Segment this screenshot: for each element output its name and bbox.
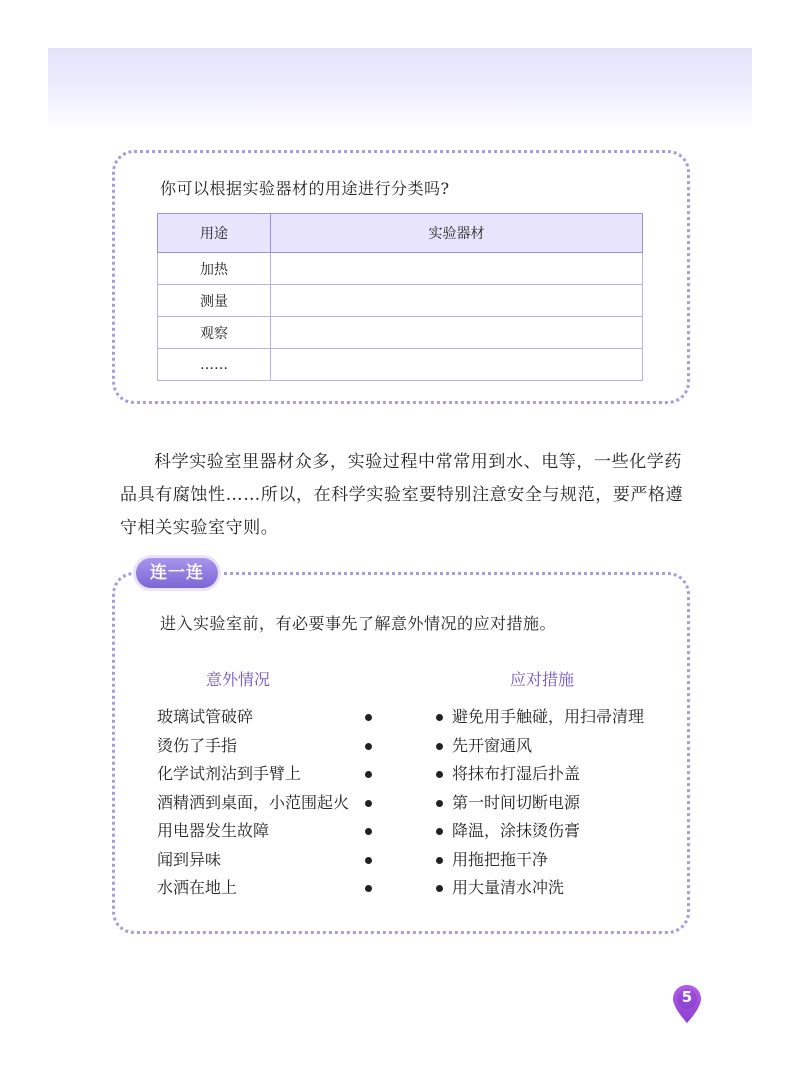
list-item: 先开窗通风: [452, 735, 533, 755]
table-row: [158, 317, 643, 349]
connector-dot[interactable]: [365, 857, 372, 864]
table-row: [158, 285, 643, 317]
matching-intro: 进入实验室前，有必要事先了解意外情况的应对措施。: [160, 614, 557, 633]
classification-question: 你可以根据实验器材的用途进行分类吗?: [160, 179, 450, 198]
table-header-row: [158, 214, 643, 253]
connector-dot[interactable]: [365, 800, 372, 807]
header-band: [48, 48, 752, 130]
page-number: 5: [681, 988, 693, 1006]
page-number-badge: [672, 984, 702, 1024]
connector-dot[interactable]: [436, 800, 443, 807]
list-item: 水洒在地上: [157, 878, 238, 897]
usage-cell: 测量: [158, 285, 271, 317]
response-list: [452, 704, 644, 904]
connector-dot[interactable]: [365, 771, 372, 778]
left-dot-column: [363, 704, 373, 914]
header-usage: 用途: [158, 214, 271, 253]
connector-dot[interactable]: [365, 828, 372, 835]
list-item: 用拖把拖干净: [452, 849, 549, 869]
connector-dot[interactable]: [436, 771, 443, 778]
list-item: 避免用手触碰，用扫帚清理: [452, 707, 645, 726]
right-column-header: 应对措施: [510, 670, 575, 689]
connector-dot[interactable]: [436, 857, 443, 864]
usage-cell: 观察: [158, 317, 271, 349]
usage-cell: ……: [158, 349, 271, 381]
header-equipment: 实验器材: [271, 214, 643, 253]
list-item: 降温，涂抹烫伤膏: [452, 821, 581, 840]
list-item: 第一时间切断电源: [452, 792, 581, 812]
matching-tag: 连一连: [136, 558, 218, 588]
usage-cell: 加热: [158, 253, 271, 285]
connector-dot[interactable]: [436, 743, 443, 750]
list-item: 将抹布打湿后扑盖: [452, 764, 581, 783]
left-column-header: 意外情况: [206, 670, 271, 689]
list-item: 用电器发生故障: [157, 821, 270, 840]
table-row: [158, 253, 643, 285]
list-item: 玻璃试管破碎: [157, 707, 254, 726]
connector-dot[interactable]: [365, 743, 372, 750]
connector-dot[interactable]: [365, 714, 372, 721]
equipment-cell[interactable]: [271, 317, 643, 349]
list-item: 化学试剂沾到手臂上: [157, 764, 302, 783]
body-paragraph: 科学实验室里器材众多，实验过程中常常用到水、电等，一些化学药品具有腐蚀性……所以，在科学实验室要特别注意安全与规范，要严格遵守相关实验室守则。: [120, 452, 684, 538]
list-item: 烫伤了手指: [157, 735, 238, 755]
connector-dot[interactable]: [365, 885, 372, 892]
list-item: 酒精洒到桌面，小范围起火: [157, 792, 350, 812]
table-row: [158, 349, 643, 381]
right-dot-column: [434, 704, 444, 914]
connector-dot[interactable]: [436, 828, 443, 835]
equipment-cell[interactable]: [271, 349, 643, 381]
connector-dot[interactable]: [436, 714, 443, 721]
usage-table: [157, 213, 643, 381]
equipment-cell[interactable]: [271, 253, 643, 285]
connector-dot[interactable]: [436, 885, 443, 892]
equipment-cell[interactable]: [271, 285, 643, 317]
accident-list: [157, 704, 349, 904]
list-item: 用大量清水冲洗: [452, 878, 565, 897]
list-item: 闻到异味: [157, 849, 222, 869]
